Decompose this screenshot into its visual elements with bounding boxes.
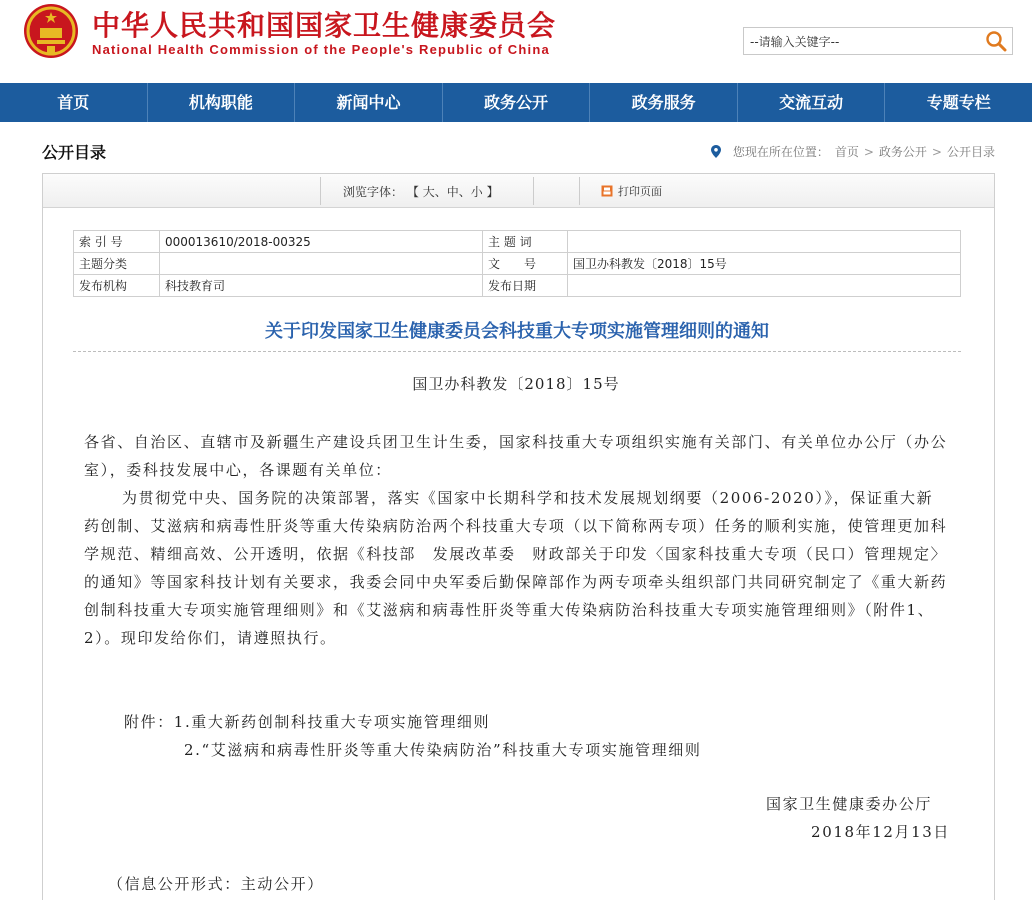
- date-label: 发布日期: [483, 275, 568, 297]
- toolbar-divider: [579, 177, 580, 205]
- attachment-link-1[interactable]: 附件：1.重大新药创制科技重大专项实施管理细则: [124, 713, 491, 731]
- publisher-label: 发布机构: [74, 275, 160, 297]
- font-bracket-close: 】: [486, 185, 499, 199]
- search-input[interactable]: [744, 28, 980, 54]
- subject-label: 主 题 词: [483, 231, 568, 253]
- body-paragraph: 为贯彻党中央、国务院的决策部署，落实《国家中长期科学和技术发展规划纲要（2006-2020）》，保证重大新药创制、艾滋病和病毒性肝炎等重大传染病防治两个科技重大专项（以下简称两专项）任务的顺利实施，使管理更加科学规范、精细高效、公开透明，依据《科技部 发展改革委 财政部关于印发〈国家科技重大专项（民口）管理规定〉的通知》等国家科技计划有关要求，我委会同中央军委后勤保障部作为两专项牵头组织部门共同研究制定了《重大新药创制科技重大专项实施管理细则》和《艾滋病和病毒性肝炎等重大传染病防治科技重大专项实施管理细则》（附件1、2）。现印发给你们，请遵照执行。: [84, 489, 948, 647]
- document-title: 关于印发国家卫生健康委员会科技重大专项实施管理细则的通知: [265, 321, 769, 342]
- table-row: [74, 231, 961, 253]
- docno-value: 国卫办科教发〔2018〕15号: [568, 253, 961, 275]
- font-large-button[interactable]: 大: [422, 185, 435, 199]
- print-button[interactable]: [601, 183, 662, 199]
- font-size-control: 浏览字体： 【 大、中、小 】: [343, 185, 499, 199]
- font-medium-button[interactable]: 中: [446, 185, 459, 199]
- print-label: 打印页面: [618, 185, 662, 198]
- toolbar-divider: [533, 177, 534, 205]
- signature-block: [765, 790, 950, 846]
- nav-item-interaction[interactable]: 交流互动: [738, 83, 886, 122]
- document-number: 国卫办科教发〔2018〕15号: [412, 375, 620, 393]
- font-size-label: 浏览字体：: [343, 185, 404, 199]
- location-pin-icon: [711, 145, 721, 158]
- chevron-right-icon: >: [931, 144, 942, 159]
- table-row: [74, 253, 961, 275]
- recipients-paragraph: 各省、自治区、直辖市及新疆生产建设兵团卫生计生委，国家科技重大专项组织实施有关部门、有关单位办公厅（办公室），委科技发展中心，各课题有关单位：: [84, 433, 948, 479]
- divider: [73, 351, 961, 352]
- site-title-cn[interactable]: 中华人民共和国国家卫生健康委员会: [92, 9, 557, 42]
- nav-item-services[interactable]: 政务服务: [590, 83, 738, 122]
- printer-icon: [601, 185, 613, 197]
- index-label: 索 引 号: [74, 231, 160, 253]
- breadcrumb-prefix: 您现在所在位置：: [732, 145, 829, 159]
- document-body: [84, 428, 948, 652]
- toolbar: [43, 174, 994, 208]
- index-value: 000013610/2018-00325: [160, 231, 483, 253]
- breadcrumb: [711, 143, 995, 160]
- national-emblem-icon[interactable]: [22, 2, 80, 60]
- search-box: [743, 27, 1013, 55]
- document-meta-table: [73, 230, 961, 297]
- site-title-en[interactable]: National Health Commission of the People's Republic of China: [92, 42, 550, 57]
- site-header: [0, 0, 1032, 83]
- breadcrumb-home[interactable]: 首页: [834, 145, 859, 159]
- subject-value: [568, 231, 961, 253]
- nav-item-topics[interactable]: 专题专栏: [926, 93, 991, 112]
- nav-item-home[interactable]: 首页: [0, 83, 148, 122]
- nav-item-disclosure[interactable]: 政务公开: [443, 83, 591, 122]
- search-icon[interactable]: [984, 30, 1008, 52]
- signer: 国家卫生健康委办公厅: [765, 795, 932, 813]
- font-bracket-open: 【: [406, 185, 419, 199]
- table-row: [74, 275, 961, 297]
- toolbar-divider: [320, 177, 321, 205]
- date-value: [568, 275, 961, 297]
- attachment-link-2[interactable]: 2.“艾滋病和病毒性肝炎等重大传染病防治”科技重大专项实施管理细则: [184, 741, 702, 759]
- nav-item-functions[interactable]: 机构职能: [148, 83, 296, 122]
- chevron-right-icon: >: [863, 144, 874, 159]
- category-value: [160, 253, 483, 275]
- main-nav: [0, 83, 1032, 122]
- page-title: 公开目录: [42, 143, 107, 162]
- breadcrumb-disclosure[interactable]: 政务公开: [878, 145, 927, 159]
- sign-date: 2018年12月13日: [811, 823, 950, 841]
- nav-item-news[interactable]: 新闻中心: [295, 83, 443, 122]
- docno-label: 文 号: [483, 253, 568, 275]
- publisher-value: 科技教育司: [160, 275, 483, 297]
- font-small-button[interactable]: 小: [470, 185, 483, 199]
- breadcrumb-catalog[interactable]: 公开目录: [946, 145, 995, 159]
- attachments: [124, 708, 701, 764]
- disclosure-note: （信息公开形式：主动公开）: [108, 875, 324, 893]
- category-label: 主题分类: [74, 253, 160, 275]
